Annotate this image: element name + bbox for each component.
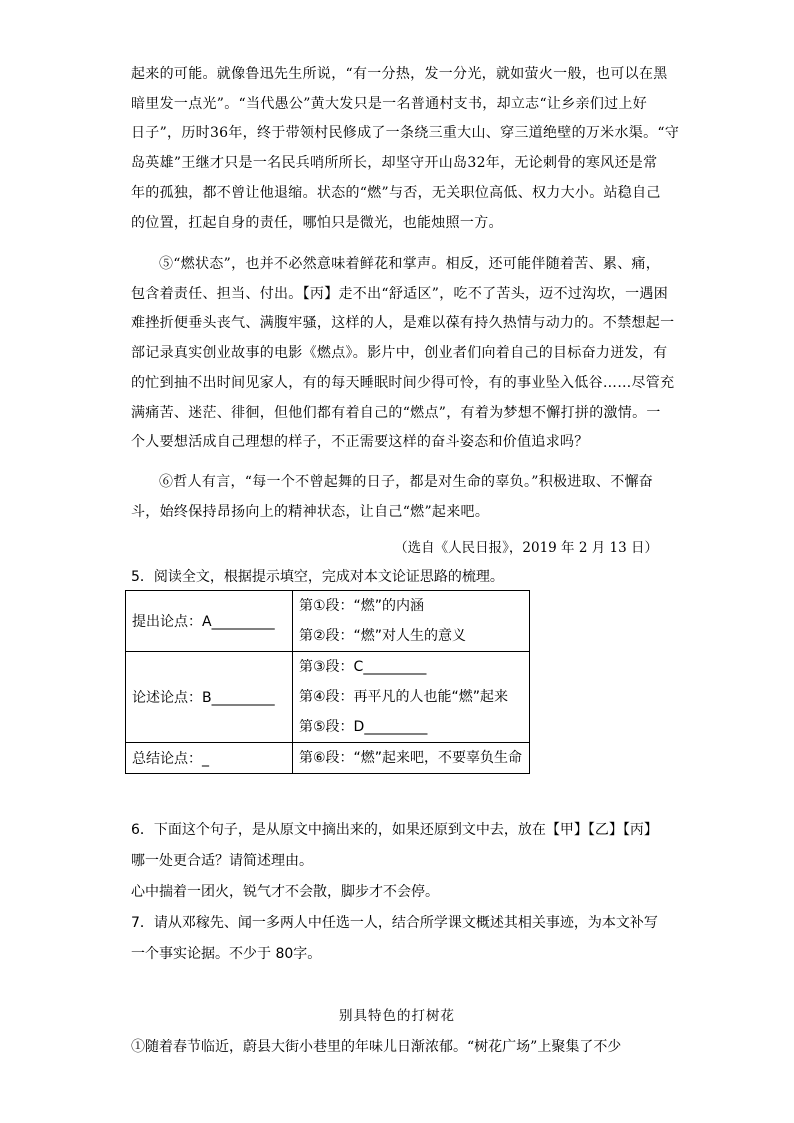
outline-item: 第②段：“燃”对人生的意义 — [299, 628, 467, 644]
question-7-line-2: 一个事实论据。不少于 80字。 — [131, 946, 322, 962]
passage-title: 别具特色的打树花 — [339, 1008, 455, 1024]
question-6-line-2: 哪一处更合适？请简述理由。 — [131, 853, 313, 869]
question-7-line-1: 7．请从邓稼先、闻一多两人中任选一人，结合所学课文概述其相关事迹，为本文补写 — [131, 915, 658, 931]
text-line: 难挫折便垂头丧气、满腹牢骚，这样的人，是难以葆有持久热情与动力的。不禁想起一 — [131, 315, 675, 332]
question-6-line-1: 6．下面这个句子，是从原文中摘出来的，如果还原到文中去，放在【甲】【乙】【丙】 — [131, 822, 658, 838]
outline-item: 第⑤段：D_________ — [299, 719, 428, 735]
outline-claim-cell: 总结论点：_ — [126, 743, 293, 774]
text-line: 包含着责任、担当、付出。【丙】走不出“舒适区”，吃不了苦头，迈不过沟坎，一遇困 — [131, 285, 669, 302]
outline-item: 第④段：再平凡的人也能“燃”起来 — [299, 689, 509, 705]
table-row — [126, 652, 530, 743]
text-line: ⑥哲人有言，“每一个不曾起舞的日子，都是对生命的辜负。”积极进取、不懈奋 — [159, 474, 654, 490]
essay-paragraph-5 — [131, 250, 675, 458]
table-row — [126, 743, 530, 774]
table-row — [126, 591, 530, 652]
text-line: 年的孤独，都不曾让他退缩。状态的“燃”与否，无关职位高低、权力大小。站稳自己 — [131, 184, 661, 201]
text-line: 个人要想活成自己理想的样子，不正需要这样的奋斗姿态和价值追求吗？ — [131, 434, 589, 451]
essay-paragraph-continued — [131, 60, 680, 238]
text-line: 满痛苦、迷茫、徘徊，但他们都有着自己的“燃点”，有着为梦想不懈打拼的激情。一 — [131, 404, 661, 421]
outline-claim-cell: 论述论点：B_________ — [126, 652, 293, 743]
text-line: 起来的可能。就像鲁迅先生所说，“有一分热，发一分光，就如萤火一般，也可以在黑 — [131, 66, 668, 82]
text-line: ⑤“燃状态”，也并不必然意味着鲜花和掌声。相反，还可能伴随着苦、累、痛， — [159, 256, 661, 272]
text-line: 岛英雄”王继才只是一名民兵哨所所长，却坚守开山岛32年，无论刺骨的寒风还是常 — [131, 155, 658, 172]
outline-paragraphs-cell — [293, 652, 530, 743]
text-line: 暗里发一点光”。“当代愚公”黄大发只是一名普通村支书，却立志“让乡亲们过上好 — [131, 95, 648, 112]
outline-item: 第①段：“燃”的内涵 — [299, 598, 425, 614]
outline-paragraphs-cell — [293, 743, 530, 774]
outline-claim-cell: 提出论点：A_________ — [126, 591, 293, 652]
text-line: 部记录真实创业故事的电影《燃点》。影片中，创业者们向着自己的目标奋力迸发，有 — [131, 345, 668, 362]
essay-paragraph-6 — [131, 468, 661, 527]
text-line: 的忙到抽不出时间见家人，有的每天睡眠时间少得可怜，有的事业坠入低谷……尽管充 — [131, 374, 675, 391]
argument-outline-table — [125, 590, 530, 774]
outline-paragraphs-cell — [293, 591, 530, 652]
text-line: 的位置，扛起自身的责任，哪怕只是微光，也能烛照一方。 — [131, 214, 503, 231]
outline-item: 第③段：C_________ — [299, 659, 427, 675]
text-line: 斗，始终保持昂扬向上的精神状态，让自己“燃”起来吧。 — [131, 503, 490, 520]
outline-item: 第⑥段：“燃”起来吧，不要辜负生命 — [299, 750, 523, 766]
question-6-sentence: 心中揣着一团火，锐气才不会散，脚步才不会停。 — [131, 884, 439, 900]
essay-source: （选自《人民日报》，2019 年 2 月 13 日） — [394, 540, 658, 556]
passage-first-line: ①随着春节临近，蔚县大街小巷里的年味儿日渐浓郁。“树花广场”上聚集了不少 — [131, 1039, 622, 1055]
text-line: 日子”，历时36年，终于带领村民修成了一条绕三重大山、穿三道绝壁的万米水渠。“守 — [131, 125, 680, 142]
question-5: 5．阅读全文，根据提示填空，完成对本文论证思路的梳理。 — [131, 569, 504, 585]
